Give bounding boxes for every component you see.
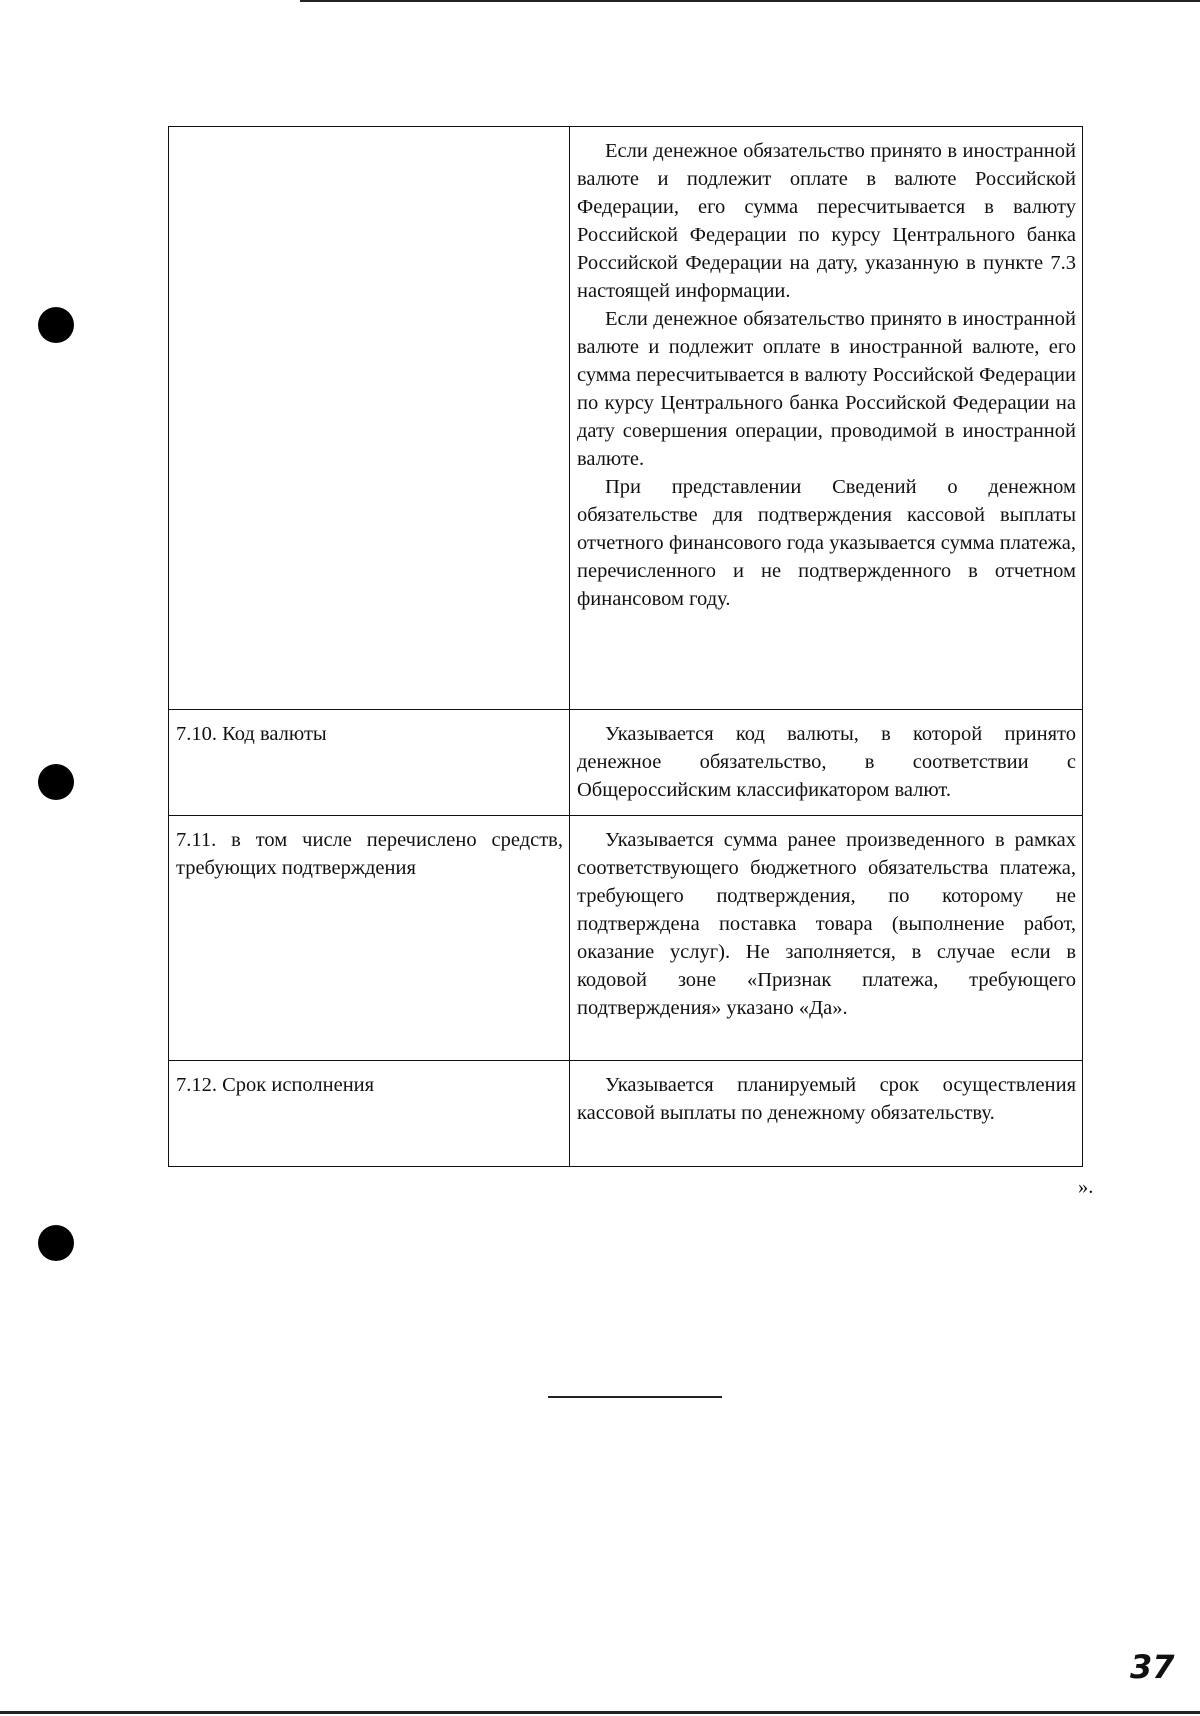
punch-hole-1 xyxy=(38,307,74,343)
description-paragraph: Указывается планируемый срок осуществления кассовой выплаты по денежному обязательству. xyxy=(577,1074,1076,1124)
description-paragraph: Если денежное обязательство принято в иностранной валюте и подлежит оплате в валюте Российской Федерации, его сумма пересчитывается в валюту Российской Федерации по курсу Центрального банка Российской Федерации на дату, указанную в пункте 7.3 настоящей информации. xyxy=(577,140,1076,302)
field-label: 7.12. Срок исполнения xyxy=(176,1074,375,1096)
table-row xyxy=(169,1061,1083,1167)
bottom-edge-rule xyxy=(0,1711,1200,1714)
closing-quote-mark: ». xyxy=(1078,1176,1094,1198)
table-row xyxy=(169,710,1083,816)
table-row xyxy=(169,127,1083,710)
description-paragraph: Указывается код валюты, в которой принято денежное обязательство, в соответствии с Общероссийским классификатором валют. xyxy=(577,723,1076,801)
description-paragraph: Если денежное обязательство принято в иностранной валюте и подлежит оплате в иностранной валюте, его сумма пересчитывается в валюту Российской Федерации по курсу Центрального банка Российской Федерации на дату совершения операции, проводимой в иностранной валюте. xyxy=(577,308,1076,470)
description-paragraph: При представлении Сведений о денежном обязательстве для подтверждения кассовой выплаты отчетного финансового года указывается сумма платежа, перечисленного и не подтвержденного в отчетном финансовом году. xyxy=(577,476,1076,610)
end-of-section-rule xyxy=(548,1396,722,1398)
field-label-cell xyxy=(169,710,570,816)
punch-hole-3 xyxy=(38,1225,74,1261)
top-edge-rule xyxy=(300,0,1200,2)
field-label-cell xyxy=(169,127,570,710)
field-label-cell xyxy=(169,1061,570,1167)
page-number: 37 xyxy=(1130,1648,1175,1686)
description-paragraph: Указывается сумма ранее произведенного в рамках соответствующего бюджетного обязательства платежа, требующего подтверждения, по которому не подтверждена поставка товара (выполнение работ, оказание услуг). Не заполняется, в случае если в кодовой зоне «Признак платежа, требующего подтверждения» указано «Да». xyxy=(577,829,1076,1019)
field-description-cell xyxy=(570,127,1083,710)
field-label: 7.10. Код валюты xyxy=(176,723,327,745)
field-description-cell xyxy=(570,1061,1083,1167)
field-description-cell xyxy=(570,816,1083,1061)
field-label: 7.11. в том числе перечислено средств, требующих подтверждения xyxy=(176,829,563,879)
punch-hole-2 xyxy=(38,764,74,800)
field-label-cell xyxy=(169,816,570,1061)
table-row xyxy=(169,816,1083,1061)
instructions-table xyxy=(168,126,1083,1167)
field-description-cell xyxy=(570,710,1083,816)
